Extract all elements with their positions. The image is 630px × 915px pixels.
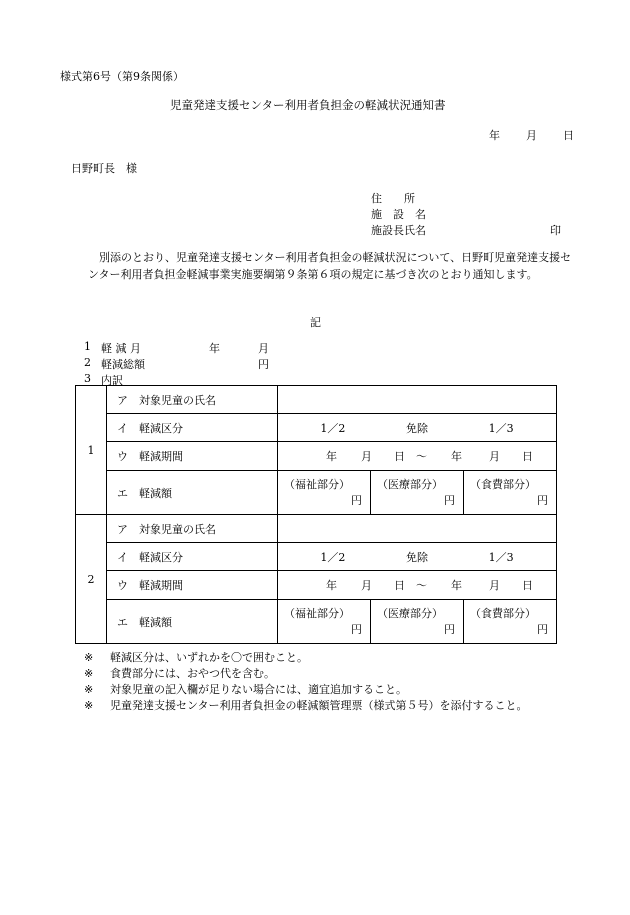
seal-mark: 印: [550, 224, 561, 237]
period-field[interactable]: [278, 442, 557, 471]
note-text: 児童発達支援センター利用者負担金の軽減額管理票（様式第５号）を添付すること。: [110, 699, 528, 712]
note-mark: ※: [84, 667, 94, 680]
ki-heading: 記: [310, 316, 321, 329]
form-label: 様式第6号（第9条関係）: [60, 70, 184, 83]
amount-medical-field[interactable]: [371, 471, 464, 514]
period-end-year: 年: [451, 450, 462, 463]
amount-medical-caption: （医療部分）: [377, 478, 443, 491]
summary-item1-month: 月: [258, 342, 269, 355]
date-year: 年: [489, 129, 500, 142]
period-start-year: 年: [326, 579, 337, 592]
category-label: イ 軽減区分: [107, 414, 278, 442]
period-start-day: 日: [394, 579, 405, 592]
breakdown-table: [75, 385, 557, 644]
block-number: 2: [76, 515, 107, 644]
notes-list: [84, 650, 528, 714]
period-start-month: 月: [361, 579, 372, 592]
period-start-month: 月: [361, 450, 372, 463]
summary-item2-yen: 円: [258, 358, 269, 371]
table-row: [76, 571, 557, 600]
amount-welfare-caption: （福祉部分）: [284, 478, 350, 491]
category-options: [278, 543, 557, 571]
period-end-month: 月: [489, 579, 500, 592]
summary-item2-label: 軽減総額: [101, 358, 145, 371]
amount-food-yen: 円: [537, 494, 548, 507]
summary-item3-label: 内訳: [101, 374, 123, 387]
period-separator: ～: [416, 579, 427, 592]
amount-medical-yen: 円: [444, 623, 455, 636]
note-mark: ※: [84, 651, 94, 664]
category-option-third: 1／3: [488, 550, 514, 564]
amount-food-field[interactable]: [464, 600, 556, 643]
amount-welfare-yen: 円: [351, 623, 362, 636]
category-option-exempt: 免除: [405, 421, 428, 435]
amount-welfare-caption: （福祉部分）: [284, 607, 350, 620]
category-label: イ 軽減区分: [107, 543, 278, 571]
body-paragraph: 別添のとおり、児童発達支援センター利用者負担金の軽減状況について、日野町児童発達支援センター利用者負担金軽減事業実施要綱第９条第６項の規定に基づき次のとおり通知します。: [88, 251, 572, 281]
table-row: [76, 600, 557, 644]
amount-welfare-field[interactable]: [278, 471, 371, 514]
category-options: [278, 414, 557, 442]
document-title: 児童発達支援センター利用者負担金の軽減状況通知書: [170, 98, 446, 112]
date-month: 月: [526, 129, 537, 142]
amount-label: エ 軽減額: [107, 600, 278, 644]
period-start-year: 年: [326, 450, 337, 463]
category-option-half: 1／2: [320, 421, 346, 435]
date-day: 日: [563, 129, 574, 142]
table-row: [76, 386, 557, 414]
period-end-day: 日: [522, 450, 533, 463]
category-option-third: 1／3: [488, 421, 514, 435]
amount-medical-caption: （医療部分）: [377, 607, 443, 620]
summary-item1-num: 1: [84, 340, 91, 353]
amount-label: エ 軽減額: [107, 471, 278, 515]
block-number: 1: [76, 386, 107, 515]
summary-item1-year: 年: [209, 342, 220, 355]
summary-item1-label: 軽 減 月: [101, 342, 141, 355]
amount-cells: [278, 600, 557, 644]
amount-medical-yen: 円: [444, 494, 455, 507]
period-end-year: 年: [451, 579, 462, 592]
amount-medical-field[interactable]: [371, 600, 464, 643]
sender-director-label: 施設長氏名: [371, 224, 426, 237]
period-end-month: 月: [489, 450, 500, 463]
amount-welfare-field[interactable]: [278, 600, 371, 643]
period-start-day: 日: [394, 450, 405, 463]
table-row: [76, 442, 557, 471]
sender-facility-label: 施 設 名: [371, 208, 426, 221]
amount-food-field[interactable]: [464, 471, 556, 514]
period-label: ウ 軽減期間: [107, 571, 278, 600]
child-name-label: ア 対象児童の氏名: [107, 515, 278, 543]
summary-item3-num: 3: [84, 372, 91, 385]
table-row: [76, 515, 557, 543]
amount-cells: [278, 471, 557, 515]
table-row: [76, 471, 557, 515]
amount-food-yen: 円: [537, 623, 548, 636]
summary-item2-num: 2: [84, 356, 91, 369]
category-option-exempt: 免除: [405, 550, 428, 564]
period-separator: ～: [416, 450, 427, 463]
table-row: [76, 543, 557, 571]
period-field[interactable]: [278, 571, 557, 600]
period-label: ウ 軽減期間: [107, 442, 278, 471]
note-item: [84, 650, 528, 666]
amount-food-caption: （食費部分）: [470, 478, 536, 491]
note-text: 食費部分には、おやつ代を含む。: [110, 667, 275, 680]
child-name-label: ア 対象児童の氏名: [107, 386, 278, 414]
addressee: 日野町長 様: [71, 162, 137, 175]
amount-welfare-yen: 円: [351, 494, 362, 507]
note-mark: ※: [84, 699, 94, 712]
note-item: [84, 698, 528, 714]
period-end-day: 日: [522, 579, 533, 592]
note-text: 対象児童の記入欄が足りない場合には、適宜追加すること。: [110, 683, 407, 696]
category-option-half: 1／2: [320, 550, 346, 564]
note-item: [84, 682, 528, 698]
sender-address-label: 住 所: [371, 192, 415, 205]
child-name-field[interactable]: [278, 515, 557, 543]
note-item: [84, 666, 528, 682]
note-text: 軽減区分は、いずれかを〇で囲むこと。: [110, 651, 308, 664]
child-name-field[interactable]: [278, 386, 557, 414]
amount-food-caption: （食費部分）: [470, 607, 536, 620]
table-row: [76, 414, 557, 442]
note-mark: ※: [84, 683, 94, 696]
